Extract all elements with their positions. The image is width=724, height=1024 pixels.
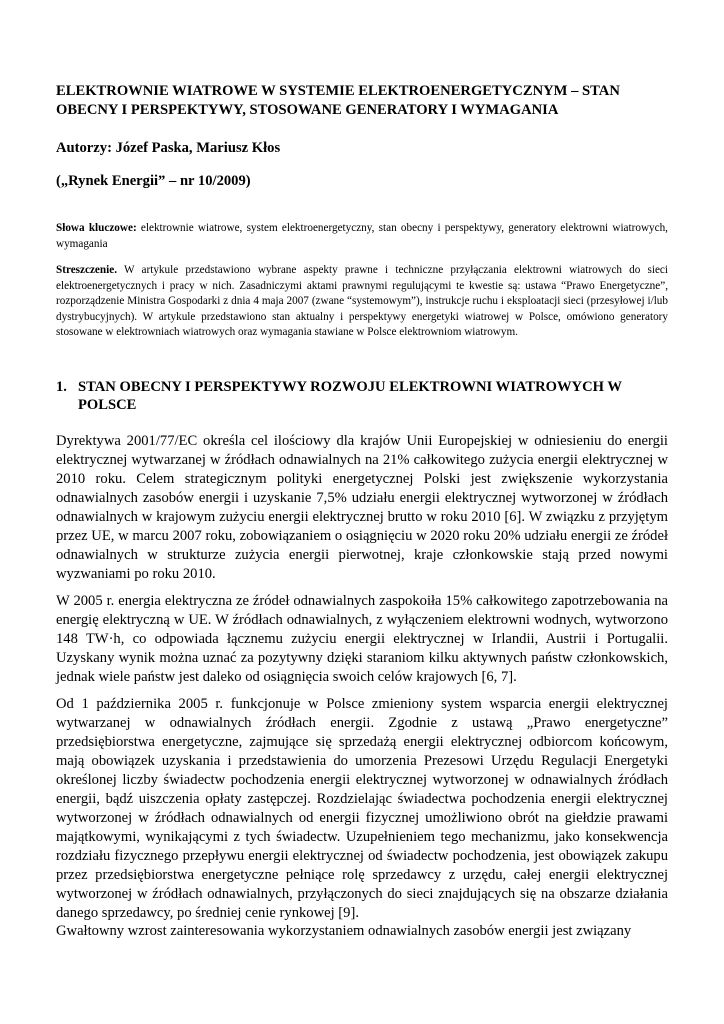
keywords-block [56,221,668,252]
paragraph-1: Dyrektywa 2001/77/EC określa cel ilościowy dla krajów Unii Europejskiej w odniesieniu do energii elektrycznej wytwarzanej w źródłach odnawialnych na 21% całkowitego zużycia energii elektrycznej w 2010 roku. Celem strategicznym polityki energetycznej Polski jest zwiększenie wykorzystania odnawialnych zasobów energii i uzyskanie 7,5% udziału energii elektrycznej wytworzonej w źródłach odnawialnych w krajowym zużyciu energii elektrycznej brutto w roku 2010 [6]. W związku z przyjętym przez UE, w marcu 2007 roku, zobowiązaniem o osiągnięciu w 2020 roku 20% udziału energii ze źródeł odnawialnych w strukturze zużycia energii pierwotnej, kraje członkowskie stają przed nowymi wyzwaniami po roku 2010. [56,433,668,582]
abstract-block [56,263,668,341]
article-title: ELEKTROWNIE WIATROWE W SYSTEMIE ELEKTROENERGETYCZNYM – STAN OBECNY I PERSPEKTYWY, STOSOWANE GENERATORY I WYMAGANIA [56,83,620,118]
keywords-label: Słowa kluczowe: [56,222,137,234]
paragraph-2: W 2005 r. energia elektryczna ze źródeł odnawialnych zaspokoiła 15% całkowitego zapotrzebowania na energię elektryczną w UE. W źródłach odnawialnych, z wyłączeniem elektrowni wodnych, wytworzono 148 TW·h, co odpowiada łącznemu zużyciu energii elektrycznej w Irlandii, Austrii i Portugalii. Uzyskany wynik można uznać za pozytywny dzięki staraniom kilku aktywnych państw członkowskich, jednak wiele państw jest daleko od osiągnięcia swoich celów krajowych [6, 7]. [56,593,668,685]
keywords-text: elektrownie wiatrowe, system elektroenergetyczny, stan obecny i perspektywy, generatory elektrowni wiatrowych, wymagania [56,222,668,250]
section-heading [56,378,668,414]
abstract-text: W artykule przedstawiono wybrane aspekty prawne i techniczne przyłączania elektrowni wiatrowych do sieci elektroenergetycznych i pracy w nich. Zasadniczymi aktami prawnymi regulującymi te kwestie są: ustawa “Prawo Energetyczne”, rozporządzenie Ministra Gospodarki z dnia 4 maja 2007 (zwane “systemowym”), instrukcje ruchu i eksploatacji sieci (przesyłowej i/lub dystrybucyjnych). W artykule przedstawiono stan aktualny i perspektywy energetyki wiatrowej w Polsce, omówiono generatory stosowane w elektrowniach wiatrowych oraz wymagania stawiane w Polsce elektrowniom wiatrowym. [56,264,668,339]
section-number: 1. [56,379,67,395]
paragraph-3: Od 1 października 2005 r. funkcjonuje w Polsce zmieniony system wsparcia energii elektrycznej wytwarzanej w odnawialnych źródłach energii. Zgodnie z ustawą „Prawo energetyczne” przedsiębiorstwa energetyczne, zajmujące się sprzedażą energii elektrycznej odbiorcom końcowym, mają obowiązek uzyskania i przedstawienia do umorzenia Prezesowi Urzędu Regulacji Energetyki określonej liczby świadectw pochodzenia energii elektrycznej wytworzonej w odnawialnych źródłach energii, bądź uiszczenia opłaty zastępczej. Rozdzielając świadectwa pochodzenia energii elektrycznej wytworzonej w źródłach odnawialnych od energii fizycznej umożliwiono obrót na giełdzie prawami majątkowymi, wynikającymi z tych świadectw. Uzupełnieniem tego mechanizmu, jako konsekwencja rozdziału fizycznego przepływu energii elektrycznej od świadectw pochodzenia, jest obowiązek zakupu przez przedsiębiorstwa energetyczne pełniące rolę sprzedawcy z urzędu, całej energii elektrycznej wytworzonej w źródłach odnawialnych, przyłączonych do sieci znajdujących się na obszarze działania danego sprzedawcy, po średniej cenie rynkowej [9]. [56,696,668,921]
section-title: STAN OBECNY I PERSPEKTYWY ROZWOJU ELEKTROWNI WIATROWYCH W POLSCE [78,379,622,413]
paragraph-4: Gwałtowny wzrost zainteresowania wykorzystaniem odnawialnych zasobów energii jest związany [56,923,632,939]
article-authors: Autorzy: Józef Paska, Mariusz Kłos [56,140,281,156]
article-source: („Rynek Energii” – nr 10/2009) [56,173,251,189]
abstract-label: Streszczenie. [56,264,117,276]
